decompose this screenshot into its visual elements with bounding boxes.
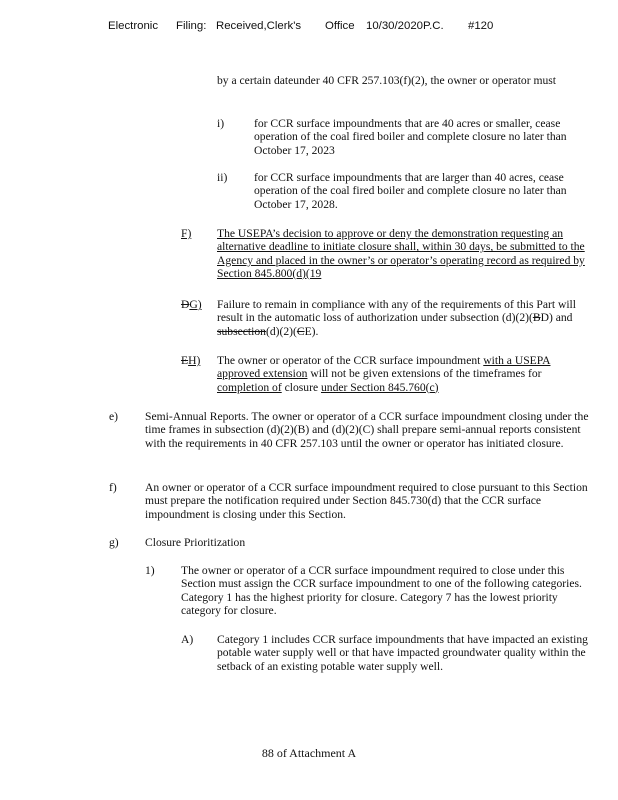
g1-label: 1) bbox=[145, 564, 155, 577]
g1-text: The owner or operator of a CCR surface impoundment required to close under this Section must assign the CCR surface impoundment to one of the following categories. Category 1 has the highest priority for closure. Category 7 has the lowest priority category for closure. bbox=[181, 564, 582, 617]
header-number: #120 bbox=[468, 20, 494, 32]
section-e-label: e) bbox=[109, 410, 119, 423]
item-G-label-inserted: G) bbox=[189, 298, 202, 311]
section-f-label: f) bbox=[109, 481, 117, 494]
G-deleted-1: B bbox=[532, 311, 541, 325]
item-G-label-deleted: D bbox=[181, 298, 190, 311]
item-i-label: i) bbox=[217, 117, 225, 130]
item-F-text: The USEPA’s decision to approve or deny the demonstration requesting an alternative deadline to initiate closure shall, within 30 days, be submitted to the Agency and placed in the owner’s or operator’s operating record as required by Section 845.800(d)(19 bbox=[217, 227, 585, 280]
item-G-text: Failure to remain in compliance with any of the requirements of this Part will result in the automatic loss of authorization under subsection (d)(2)(BD) and subsection(d)(2)(CE). bbox=[217, 298, 576, 338]
item-F-label: F) bbox=[181, 227, 192, 240]
G-deleted-2: subsection bbox=[217, 324, 266, 338]
header-office: Office bbox=[325, 20, 355, 32]
item-G-label bbox=[181, 298, 202, 311]
H-inserted-1: with a USEPA approved extension bbox=[217, 354, 551, 381]
item-H-label-inserted: H) bbox=[188, 354, 201, 367]
item-H-label-deleted: E bbox=[181, 354, 189, 367]
continuation-text: by a certain dateunder 40 CFR 257.103(f)(2), the owner or operator must bbox=[217, 74, 557, 87]
gA-text: Category 1 includes CCR surface impoundments that have impacted an existing potable water supply well or that have impacted groundwater quality within the setback of an existing potable water supply well. bbox=[217, 633, 588, 673]
section-g-label: g) bbox=[109, 536, 119, 549]
header-date: 10/30/2020P.C. bbox=[366, 20, 444, 32]
item-i-text: for CCR surface impoundments that are 40 acres or smaller, cease operation of the coal fired boiler and complete closure no later than October 17, 2023 bbox=[254, 117, 567, 157]
item-ii-label: ii) bbox=[217, 171, 228, 184]
H-inserted-3: under Section 845.760(c) bbox=[321, 380, 439, 394]
header-filing: Filing: bbox=[176, 20, 207, 32]
header-electronic: Electronic bbox=[108, 20, 159, 32]
section-e-text: Semi-Annual Reports. The owner or operator of a CCR surface impoundment closing under the time frames in subsection (d)(2)(B) and (d)(2)(C) shall prepare semi-annual reports consistent with the requirements in 40 CFR 257.103 until the owner or operator has initiated closure. bbox=[145, 410, 589, 450]
H-inserted-2: completion of bbox=[217, 380, 282, 394]
G-deleted-3: C bbox=[296, 324, 305, 338]
header-received: Received,Clerk's bbox=[216, 20, 302, 32]
gA-label: A) bbox=[181, 633, 194, 646]
section-f-text: An owner or operator of a CCR surface impoundment required to close pursuant to this Section must prepare the notification required under Section 845.730(d) that the CCR surface impoundment is closing under this Section. bbox=[145, 481, 588, 521]
section-g-heading: Closure Prioritization bbox=[145, 536, 246, 549]
item-H-label bbox=[181, 354, 200, 367]
page-footer: 88 of Attachment A bbox=[261, 746, 357, 760]
item-H-text: The owner or operator of the CCR surface impoundment with a USEPA approved extension will not be given extensions of the timeframes for completion of closure under Section 845.760(c) bbox=[217, 354, 551, 394]
item-ii-text: for CCR surface impoundments that are larger than 40 acres, cease operation of the coal fired boiler and complete closure no later than October 17, 2028. bbox=[254, 171, 567, 211]
